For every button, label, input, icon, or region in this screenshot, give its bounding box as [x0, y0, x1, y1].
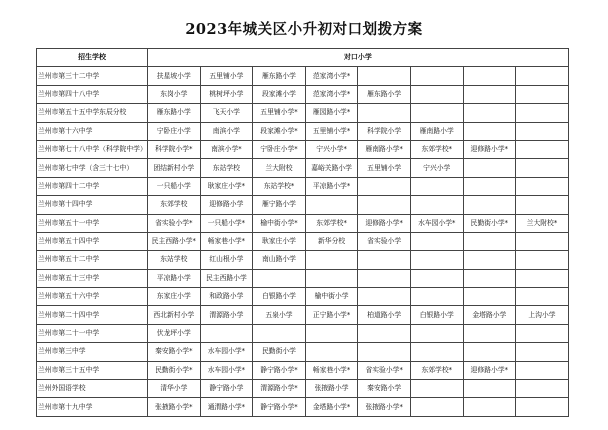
table-row [37, 177, 569, 195]
school-name-cell: 兰州市第四十八中学 [37, 85, 148, 103]
page-title: 2023年城关区小升初对口划拨方案 [185, 21, 423, 38]
feeder-school-cell: 宁卧庄小学* [253, 140, 306, 158]
feeder-school-cell: 嘉峪关路小学 [305, 159, 358, 177]
header-school: 招生学校 [37, 49, 148, 67]
feeder-school-cell [516, 269, 569, 287]
table-row [37, 140, 569, 158]
table-row [37, 104, 569, 122]
feeder-school-cell: 张掖路小学* [148, 398, 201, 416]
feeder-school-cell [305, 343, 358, 361]
feeder-school-cell [463, 380, 516, 398]
feeder-school-cell [516, 85, 569, 103]
feeder-school-cell [410, 104, 463, 122]
feeder-school-cell: 新华分校 [305, 232, 358, 250]
table-row [37, 306, 569, 324]
feeder-school-cell: 五里铺小学* [253, 104, 306, 122]
feeder-school-cell [305, 196, 358, 214]
feeder-school-cell: 宁兴小学* [305, 140, 358, 158]
feeder-school-cell: 水车园小学* [200, 343, 253, 361]
feeder-school-cell [516, 324, 569, 342]
feeder-school-cell: 张掖路小学 [305, 380, 358, 398]
school-name-cell: 兰州市第五十三中学 [37, 269, 148, 287]
feeder-school-cell [516, 122, 569, 140]
school-name-cell: 兰州市第十九中学 [37, 398, 148, 416]
feeder-school-cell: 东郊学校* [410, 361, 463, 379]
feeder-school-cell: 扶星坡小学 [148, 67, 201, 85]
feeder-school-cell: 耿家庄小学 [253, 232, 306, 250]
feeder-school-cell [516, 380, 569, 398]
feeder-school-cell: 东站学校 [148, 251, 201, 269]
feeder-school-cell: 省实验小学* [358, 361, 411, 379]
table-row [37, 122, 569, 140]
feeder-school-cell [463, 269, 516, 287]
school-name-cell: 兰州市第七十八中学（科学院中学） [37, 140, 148, 158]
feeder-school-cell: 雁南路小学 [410, 122, 463, 140]
feeder-school-cell [358, 251, 411, 269]
feeder-school-cell: 渭源路小学* [253, 380, 306, 398]
feeder-school-cell [463, 398, 516, 416]
table-row [37, 361, 569, 379]
feeder-school-cell [516, 288, 569, 306]
feeder-school-cell: 南滨小学 [200, 122, 253, 140]
feeder-school-cell: 渭源路小学 [200, 306, 253, 324]
feeder-school-cell: 民主西路小学 [200, 269, 253, 287]
feeder-school-cell [463, 104, 516, 122]
feeder-school-cell: 白银路小学 [410, 306, 463, 324]
feeder-school-cell [463, 196, 516, 214]
table-row [37, 324, 569, 342]
table-header-row [37, 49, 569, 67]
feeder-school-cell: 飞天小学 [200, 104, 253, 122]
feeder-school-cell: 东站学校* [253, 177, 306, 195]
feeder-school-cell [253, 269, 306, 287]
feeder-school-cell: 五里铺小学 [358, 159, 411, 177]
feeder-school-cell: 科学院小学* [148, 140, 201, 158]
feeder-school-cell [358, 177, 411, 195]
feeder-school-cell: 张掖路小学* [358, 398, 411, 416]
feeder-school-cell: 段家滩小学 [253, 85, 306, 103]
feeder-school-cell: 五泉小学 [253, 306, 306, 324]
feeder-school-cell: 兰大附校* [516, 214, 569, 232]
school-name-cell: 兰州市第四十二中学 [37, 177, 148, 195]
feeder-school-cell [516, 232, 569, 250]
table-row [37, 232, 569, 250]
feeder-school-cell: 西北新村小学 [148, 306, 201, 324]
feeder-school-cell [516, 196, 569, 214]
feeder-school-cell: 省实验小学* [148, 214, 201, 232]
feeder-school-cell: 畅家巷小学* [305, 361, 358, 379]
feeder-school-cell: 兰大附校 [253, 159, 306, 177]
feeder-school-cell [516, 343, 569, 361]
feeder-school-cell: 迎修路小学 [200, 196, 253, 214]
feeder-school-cell: 雁园路小学* [305, 104, 358, 122]
feeder-school-cell: 五里铺小学* [305, 122, 358, 140]
feeder-school-cell [305, 269, 358, 287]
feeder-school-cell: 民勤街小学* [148, 361, 201, 379]
table-row [37, 85, 569, 103]
school-name-cell: 兰州市第五十二中学 [37, 251, 148, 269]
table-body [37, 67, 569, 416]
feeder-school-cell: 迎修路小学* [463, 361, 516, 379]
feeder-school-cell [463, 232, 516, 250]
feeder-school-cell: 省实验小学 [358, 232, 411, 250]
feeder-school-cell: 民勤街小学 [253, 343, 306, 361]
school-name-cell: 兰州市第十四中学 [37, 196, 148, 214]
feeder-school-cell [410, 380, 463, 398]
feeder-school-cell: 金塔路小学 [463, 306, 516, 324]
feeder-school-cell [410, 196, 463, 214]
table-row [37, 214, 569, 232]
feeder-school-cell [200, 324, 253, 342]
feeder-school-cell: 静宁路小学* [253, 361, 306, 379]
feeder-school-cell: 科学院小学 [358, 122, 411, 140]
feeder-school-cell: 宁兴小学 [410, 159, 463, 177]
table-row [37, 159, 569, 177]
feeder-school-cell: 雁东路小学 [358, 85, 411, 103]
feeder-school-cell: 水车园小学* [200, 361, 253, 379]
feeder-school-cell: 雁宁路小学 [253, 196, 306, 214]
feeder-school-cell: 范家湾小学* [305, 85, 358, 103]
feeder-school-cell: 秦安路小学* [148, 343, 201, 361]
feeder-school-cell: 东郊学校 [148, 196, 201, 214]
feeder-school-cell: 迎修路小学* [463, 140, 516, 158]
school-name-cell: 兰州市第二十四中学 [37, 306, 148, 324]
school-name-cell: 兰州市第五十六中学 [37, 288, 148, 306]
feeder-school-cell: 雁东路小学 [148, 104, 201, 122]
feeder-school-cell: 伏龙坪小学 [148, 324, 201, 342]
feeder-school-cell [358, 343, 411, 361]
table-row [37, 343, 569, 361]
feeder-school-cell [463, 251, 516, 269]
feeder-school-cell: 民主西路小学* [148, 232, 201, 250]
feeder-school-cell: 雁东路小学 [253, 67, 306, 85]
school-name-cell: 兰州市第三十二中学 [37, 67, 148, 85]
feeder-school-cell [410, 232, 463, 250]
feeder-school-cell [410, 288, 463, 306]
feeder-school-cell [410, 343, 463, 361]
feeder-school-cell [516, 361, 569, 379]
feeder-school-cell [463, 85, 516, 103]
feeder-school-cell [253, 324, 306, 342]
feeder-school-cell [410, 251, 463, 269]
feeder-school-cell: 红山根小学 [200, 251, 253, 269]
feeder-school-cell [410, 269, 463, 287]
header-target: 对口小学 [148, 49, 569, 67]
feeder-school-cell: 平凉路小学 [148, 269, 201, 287]
feeder-school-cell: 耿家庄小学* [200, 177, 253, 195]
feeder-school-cell: 东站学校 [200, 159, 253, 177]
feeder-school-cell [410, 67, 463, 85]
school-name-cell: 兰州市第五十五中学东辰分校 [37, 104, 148, 122]
feeder-school-cell: 榆中街小学* [253, 214, 306, 232]
feeder-school-cell: 水车园小学* [410, 214, 463, 232]
feeder-school-cell: 上沟小学 [516, 306, 569, 324]
feeder-school-cell [358, 288, 411, 306]
school-name-cell: 兰州市第十六中学 [37, 122, 148, 140]
feeder-school-cell: 平凉路小学* [305, 177, 358, 195]
feeder-school-cell: 静宁路小学 [200, 380, 253, 398]
table-row [37, 380, 569, 398]
school-name-cell: 兰州市第二十一中学 [37, 324, 148, 342]
feeder-school-cell [358, 104, 411, 122]
feeder-school-cell: 南滨小学* [200, 140, 253, 158]
feeder-school-cell: 五里铺小学 [200, 67, 253, 85]
feeder-school-cell: 桃树坪小学 [200, 85, 253, 103]
feeder-school-cell [516, 398, 569, 416]
feeder-school-cell [410, 177, 463, 195]
feeder-school-cell: 和政路小学 [200, 288, 253, 306]
feeder-school-cell [358, 196, 411, 214]
feeder-school-cell: 金塔路小学* [305, 398, 358, 416]
allocation-table [36, 48, 569, 417]
feeder-school-cell: 一只船小学 [148, 177, 201, 195]
school-name-cell: 兰州市第三中学 [37, 343, 148, 361]
feeder-school-cell: 静宁路小学* [253, 398, 306, 416]
feeder-school-cell: 清华小学 [148, 380, 201, 398]
feeder-school-cell: 团结新村小学 [148, 159, 201, 177]
feeder-school-cell: 畅家巷小学* [200, 232, 253, 250]
feeder-school-cell [463, 67, 516, 85]
feeder-school-cell [463, 288, 516, 306]
school-name-cell: 兰州外国语学校 [37, 380, 148, 398]
feeder-school-cell: 东岗小学 [148, 85, 201, 103]
feeder-school-cell [305, 251, 358, 269]
feeder-school-cell [516, 159, 569, 177]
feeder-school-cell: 东郊学校* [305, 214, 358, 232]
feeder-school-cell: 白银路小学 [253, 288, 306, 306]
feeder-school-cell: 南山路小学 [253, 251, 306, 269]
feeder-school-cell: 榆中街小学 [305, 288, 358, 306]
feeder-school-cell: 范家湾小学* [305, 67, 358, 85]
feeder-school-cell [516, 251, 569, 269]
feeder-school-cell: 柏道路小学 [358, 306, 411, 324]
feeder-school-cell: 东家庄小学 [148, 288, 201, 306]
feeder-school-cell [463, 343, 516, 361]
feeder-school-cell [305, 324, 358, 342]
school-name-cell: 兰州市第五十一中学 [37, 214, 148, 232]
feeder-school-cell [516, 177, 569, 195]
feeder-school-cell [463, 324, 516, 342]
feeder-school-cell: 雁南路小学* [358, 140, 411, 158]
table-row [37, 196, 569, 214]
table-row [37, 251, 569, 269]
feeder-school-cell: 秦安路小学 [358, 380, 411, 398]
feeder-school-cell [516, 104, 569, 122]
table-row [37, 398, 569, 416]
school-name-cell: 兰州市第三十五中学 [37, 361, 148, 379]
feeder-school-cell: 正宁路小学* [305, 306, 358, 324]
feeder-school-cell: 宁卧庄小学 [148, 122, 201, 140]
table-row [37, 67, 569, 85]
table-row [37, 269, 569, 287]
school-name-cell: 兰州市第七中学（含三十七中） [37, 159, 148, 177]
feeder-school-cell [516, 67, 569, 85]
feeder-school-cell: 迎修路小学* [358, 214, 411, 232]
school-name-cell: 兰州市第五十四中学 [37, 232, 148, 250]
feeder-school-cell [410, 324, 463, 342]
feeder-school-cell [410, 398, 463, 416]
table-row [37, 288, 569, 306]
feeder-school-cell [463, 159, 516, 177]
feeder-school-cell [463, 177, 516, 195]
feeder-school-cell [463, 122, 516, 140]
feeder-school-cell [358, 67, 411, 85]
feeder-school-cell [410, 85, 463, 103]
feeder-school-cell [358, 269, 411, 287]
feeder-school-cell [358, 324, 411, 342]
feeder-school-cell: 东郊学校* [410, 140, 463, 158]
feeder-school-cell: 民勤街小学* [463, 214, 516, 232]
feeder-school-cell: 一只船小学* [200, 214, 253, 232]
feeder-school-cell [516, 140, 569, 158]
feeder-school-cell: 通渭路小学* [200, 398, 253, 416]
feeder-school-cell: 段家滩小学* [253, 122, 306, 140]
